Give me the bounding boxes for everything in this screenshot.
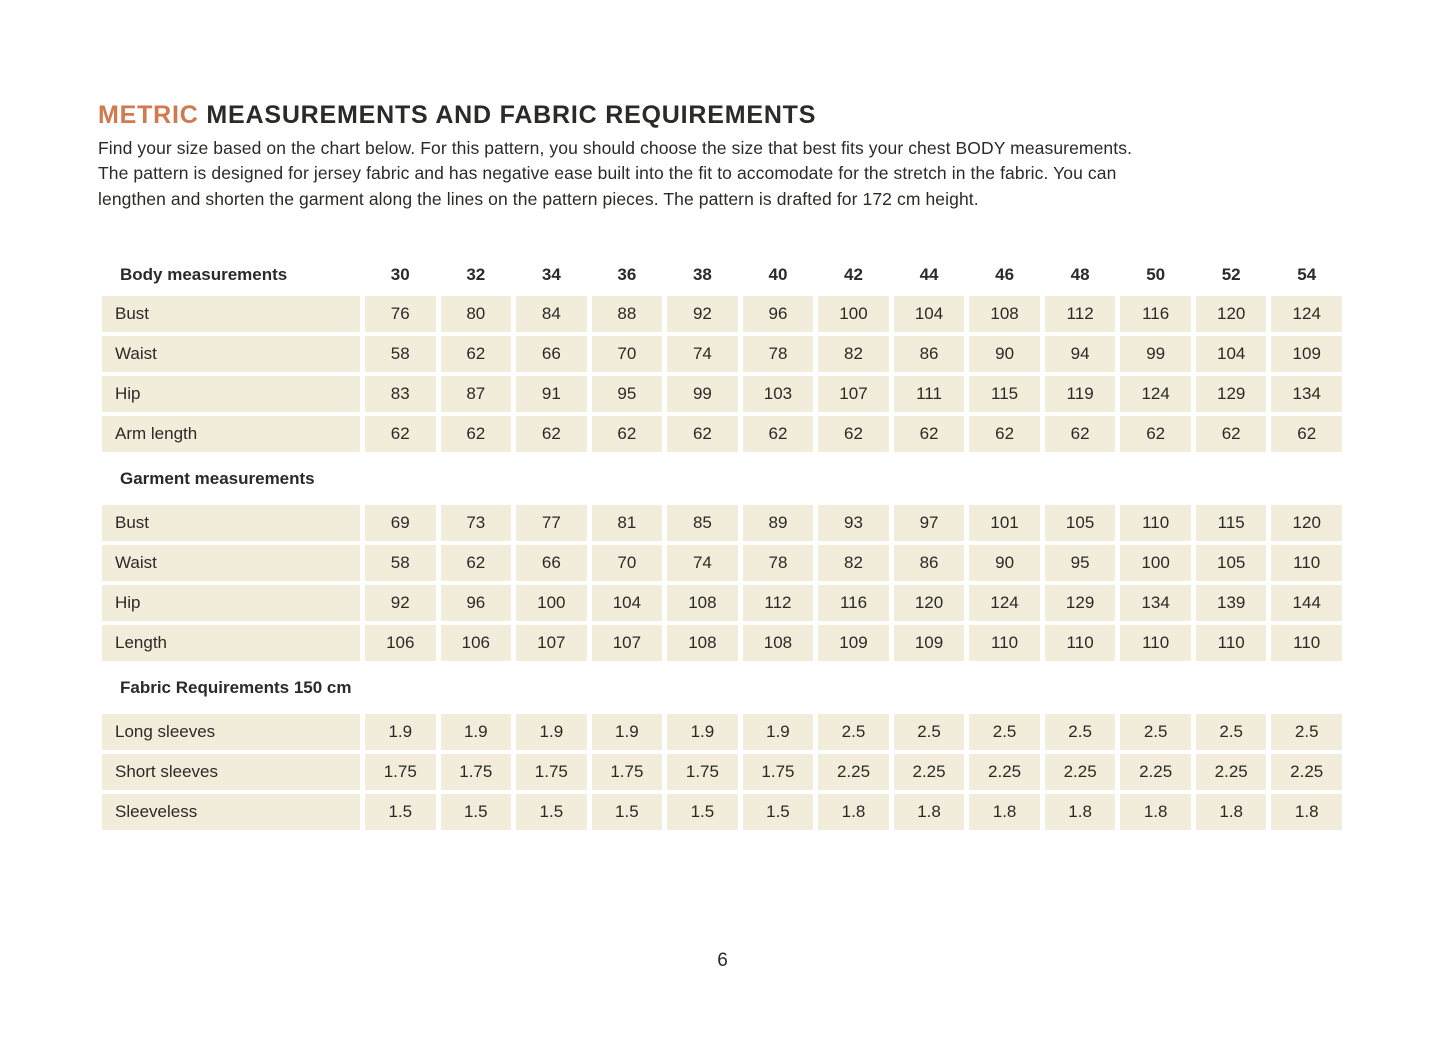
value-cell: 1.75 [516,754,587,790]
value-cell: 86 [894,336,965,372]
value-cell: 120 [1196,296,1267,332]
value-cell: 124 [969,585,1040,621]
value-cell: 62 [365,416,436,452]
value-cell: 112 [1045,296,1116,332]
value-cell: 62 [592,416,663,452]
value-cell: 2.5 [1271,714,1342,750]
row-label-cell: Bust [102,505,360,541]
value-cell: 1.9 [516,714,587,750]
value-cell: 85 [667,505,738,541]
value-cell: 1.5 [365,794,436,830]
value-cell: 1.8 [1045,794,1116,830]
value-cell: 109 [818,625,889,661]
value-cell: 120 [1271,505,1342,541]
value-cell: 74 [667,545,738,581]
value-cell: 62 [667,416,738,452]
value-cell: 2.5 [1196,714,1267,750]
value-cell: 2.25 [969,754,1040,790]
section-label: Fabric Requirements 150 cm [120,677,352,697]
size-header-cell: 32 [466,265,486,284]
value-cell: 104 [894,296,965,332]
value-cell: 101 [969,505,1040,541]
table-row [102,754,1342,790]
value-cell: 1.5 [516,794,587,830]
value-cell: 110 [1271,625,1342,661]
value-cell: 129 [1045,585,1116,621]
value-cell: 94 [1045,336,1116,372]
value-cell: 112 [743,585,814,621]
value-cell: 84 [516,296,587,332]
intro-line: The pattern is designed for jersey fabric and has negative ease built into the fit to accomodate for the stretch in the fabric. You can [98,163,1117,184]
value-cell: 134 [1120,585,1191,621]
value-cell: 1.75 [592,754,663,790]
value-cell: 1.9 [365,714,436,750]
value-cell: 1.9 [743,714,814,750]
value-cell: 92 [667,296,738,332]
value-cell: 100 [516,585,587,621]
value-cell: 76 [365,296,436,332]
value-cell: 100 [1120,545,1191,581]
value-cell: 124 [1120,376,1191,412]
value-cell: 95 [592,376,663,412]
value-cell: 62 [1045,416,1116,452]
value-cell: 99 [667,376,738,412]
value-cell: 2.5 [1120,714,1191,750]
table-row [102,505,1342,541]
value-cell: 1.8 [818,794,889,830]
value-cell: 96 [441,585,512,621]
value-cell: 2.5 [969,714,1040,750]
value-cell: 109 [894,625,965,661]
value-cell: 115 [969,376,1040,412]
value-cell: 58 [365,336,436,372]
table-row [102,336,1342,372]
value-cell: 1.75 [441,754,512,790]
value-cell: 62 [441,545,512,581]
value-cell: 80 [441,296,512,332]
value-cell: 110 [1120,505,1191,541]
value-cell: 1.9 [592,714,663,750]
table-section-row [102,456,1342,501]
value-cell: 1.5 [667,794,738,830]
value-cell: 93 [818,505,889,541]
value-cell: 62 [1271,416,1342,452]
value-cell: 108 [667,585,738,621]
value-cell: 70 [592,545,663,581]
row-label-cell: Bust [102,296,360,332]
value-cell: 2.25 [1045,754,1116,790]
row-label-cell: Hip [102,376,360,412]
value-cell: 62 [818,416,889,452]
size-header-cell: 46 [995,265,1015,284]
value-cell: 2.5 [894,714,965,750]
value-cell: 88 [592,296,663,332]
value-cell: 62 [441,416,512,452]
value-cell: 110 [969,625,1040,661]
size-table [102,258,1342,834]
value-cell: 69 [365,505,436,541]
table-header-row [102,258,1342,292]
size-header-cell: 44 [919,265,939,284]
value-cell: 108 [667,625,738,661]
size-header-cell: 52 [1221,265,1241,284]
section-label: Garment measurements [120,468,315,488]
value-cell: 110 [1120,625,1191,661]
value-cell: 78 [743,545,814,581]
size-header-cell: 36 [617,265,637,284]
row-label-cell: Length [102,625,360,661]
value-cell: 62 [894,416,965,452]
value-cell: 1.5 [592,794,663,830]
value-cell: 83 [365,376,436,412]
value-cell: 116 [1120,296,1191,332]
value-cell: 89 [743,505,814,541]
value-cell: 106 [441,625,512,661]
value-cell: 107 [516,625,587,661]
value-cell: 1.5 [743,794,814,830]
intro-line: Find your size based on the chart below. For this pattern, you should choose the size that best fits your chest BODY measurements. [98,138,1133,158]
value-cell: 1.8 [1120,794,1191,830]
value-cell: 116 [818,585,889,621]
value-cell: 92 [365,585,436,621]
value-cell: 110 [1196,625,1267,661]
value-cell: 108 [969,296,1040,332]
page-title [98,101,816,130]
value-cell: 2.25 [1271,754,1342,790]
table-row [102,585,1342,621]
value-cell: 108 [743,625,814,661]
value-cell: 103 [743,376,814,412]
value-cell: 62 [969,416,1040,452]
size-header-cell: 50 [1146,265,1166,284]
table-row [102,376,1342,412]
value-cell: 95 [1045,545,1116,581]
value-cell: 1.8 [969,794,1040,830]
table-row [102,794,1342,830]
size-header-cell: 54 [1297,265,1317,284]
value-cell: 1.9 [667,714,738,750]
page-number: 6 [717,950,728,971]
value-cell: 124 [1271,296,1342,332]
value-cell: 105 [1045,505,1116,541]
value-cell: 1.8 [1196,794,1267,830]
value-cell: 70 [592,336,663,372]
size-header-cell: 30 [390,265,410,284]
size-header-cell: 40 [768,265,788,284]
value-cell: 2.5 [1045,714,1116,750]
value-cell: 2.25 [818,754,889,790]
value-cell: 66 [516,336,587,372]
value-cell: 106 [365,625,436,661]
value-cell: 120 [894,585,965,621]
value-cell: 144 [1271,585,1342,621]
value-cell: 110 [1271,545,1342,581]
table-section-row [102,665,1342,710]
size-header-cell: 42 [844,265,863,284]
value-cell: 86 [894,545,965,581]
value-cell: 2.5 [818,714,889,750]
value-cell: 1.8 [894,794,965,830]
value-cell: 1.8 [1271,794,1342,830]
value-cell: 1.75 [365,754,436,790]
value-cell: 90 [969,336,1040,372]
row-label-cell: Sleeveless [102,794,360,830]
value-cell: 62 [1196,416,1267,452]
value-cell: 62 [1120,416,1191,452]
value-cell: 107 [818,376,889,412]
value-cell: 115 [1196,505,1267,541]
value-cell: 74 [667,336,738,372]
value-cell: 129 [1196,376,1267,412]
value-cell: 1.9 [441,714,512,750]
value-cell: 78 [743,336,814,372]
intro-paragraph [98,136,1132,212]
row-label-cell: Waist [102,336,360,372]
table-row [102,545,1342,581]
row-label-cell: Hip [102,585,360,621]
row-label-cell: Arm length [102,416,360,452]
intro-line: lengthen and shorten the garment along the lines on the pattern pieces. The pattern is drafted for 172 cm height. [98,188,979,209]
value-cell: 100 [818,296,889,332]
value-cell: 104 [1196,336,1267,372]
row-label-cell: Long sleeves [102,714,360,750]
size-header-cell: 38 [692,265,712,284]
value-cell: 96 [743,296,814,332]
size-header-cell: 48 [1070,265,1090,284]
size-header-cell: 34 [541,265,561,284]
value-cell: 81 [592,505,663,541]
value-cell: 82 [818,336,889,372]
value-cell: 99 [1120,336,1191,372]
section-label-body-measurements: Body measurements [120,265,288,284]
value-cell: 82 [818,545,889,581]
value-cell: 91 [516,376,587,412]
value-cell: 104 [592,585,663,621]
value-cell: 90 [969,545,1040,581]
page-title-rest: MEASUREMENTS AND FABRIC REQUIREMENTS [198,101,817,129]
value-cell: 73 [441,505,512,541]
value-cell: 1.5 [441,794,512,830]
value-cell: 2.25 [894,754,965,790]
table-row [102,296,1342,332]
value-cell: 87 [441,376,512,412]
value-cell: 111 [894,376,965,412]
value-cell: 107 [592,625,663,661]
value-cell: 77 [516,505,587,541]
value-cell: 58 [365,545,436,581]
value-cell: 119 [1045,376,1116,412]
value-cell: 110 [1045,625,1116,661]
value-cell: 62 [441,336,512,372]
value-cell: 1.75 [667,754,738,790]
value-cell: 2.25 [1120,754,1191,790]
value-cell: 97 [894,505,965,541]
table-row [102,416,1342,452]
page-title-accent: METRIC [98,101,199,129]
value-cell: 66 [516,545,587,581]
value-cell: 62 [743,416,814,452]
value-cell: 134 [1271,376,1342,412]
value-cell: 1.75 [743,754,814,790]
row-label-cell: Short sleeves [102,754,360,790]
value-cell: 105 [1196,545,1267,581]
value-cell: 139 [1196,585,1267,621]
row-label-cell: Waist [102,545,360,581]
table-row [102,625,1342,661]
value-cell: 109 [1271,336,1342,372]
value-cell: 2.25 [1196,754,1267,790]
value-cell: 62 [516,416,587,452]
table-row [102,714,1342,750]
